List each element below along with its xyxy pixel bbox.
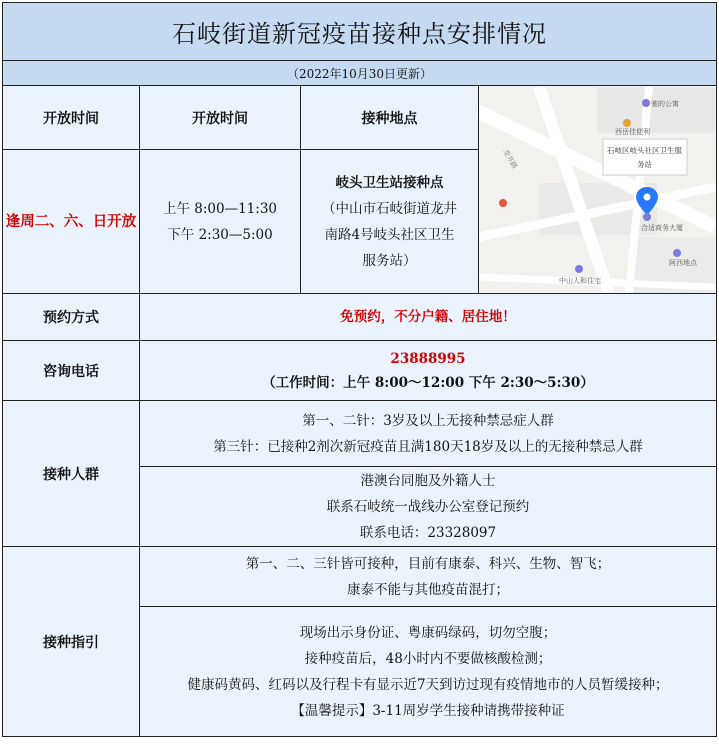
open-days-value: 逢周二、六、日开放 (3, 150, 140, 294)
guide-vaccines (140, 547, 717, 607)
booking-label: 预约方式 (3, 294, 140, 341)
map-shop-icon (623, 119, 631, 127)
map-home-icon (575, 265, 583, 273)
open-hours-value (140, 150, 301, 294)
map-label-apartment: 驰的公寓 (651, 99, 679, 108)
map-label-clinic: 石岐区岐头社区卫生服 (607, 145, 682, 155)
location-value (301, 150, 479, 294)
site-address-2: 南路4号岐头社区卫生 (324, 226, 455, 243)
guide-line-3: 现场出示身份证、粤康码绿码，切勿空腹； (299, 624, 557, 641)
guide-line-4: 接种疫苗后，48小时内不要做核酸检测； (304, 650, 552, 667)
map-label-store: 西岳佳便利 (615, 127, 650, 136)
map-label-poi: 阿西地点 (669, 258, 697, 267)
guide-label: 接种指引 (3, 547, 140, 737)
crowd-domestic (140, 401, 717, 467)
map-poi-icon (642, 99, 650, 107)
crowd-line-1: 第一、二针：3岁及以上无接种禁忌症人群 (302, 412, 554, 429)
phone-number: 23888995 (390, 350, 466, 367)
map-label-tower: 合适商务大厦 (641, 223, 683, 232)
map-red-icon (499, 199, 507, 207)
afternoon-hours: 下午 2:30—5:00 (167, 226, 273, 243)
phone-label: 咨询电话 (3, 341, 140, 401)
header-location: 接种地点 (301, 86, 479, 150)
crowd-line-5: 联系电话：23328097 (359, 524, 497, 541)
crowd-line-3: 港澳台同胞及外籍人士 (360, 472, 496, 489)
location-map[interactable] (479, 86, 717, 294)
guide-line-6: 【温馨提示】3-11周岁学生接种请携带接种证 (291, 702, 565, 719)
site-address-3: 服务站） (362, 252, 417, 269)
map-graphic (479, 87, 715, 293)
vaccination-schedule-table (2, 2, 717, 737)
site-address-1: （中山市石岐街道龙井 (322, 200, 457, 217)
map-building-icon (643, 213, 651, 221)
phone-hours: （工作时间：上午 8:00～12:00 下午 2:30～5:30） (262, 374, 594, 391)
crowd-foreign (140, 467, 717, 547)
map-label-clinic-2: 务站 (637, 159, 652, 169)
map-poi-icon-2 (673, 249, 681, 257)
guide-line-1: 第一、二、三针皆可接种，目前有康泰、科兴、生物、智飞； (245, 555, 611, 572)
booking-value: 免预约，不分户籍、居住地！ (140, 294, 717, 341)
crowd-line-2: 第三针：已接种2剂次新冠疫苗且满180天18岁及以上的无接种禁忌人群 (213, 438, 643, 455)
update-date: （2022年10月30日更新） (3, 61, 717, 86)
site-name: 岐头卫生站接种点 (335, 174, 444, 191)
header-open-hours: 开放时间 (140, 86, 301, 150)
phone-value (140, 341, 717, 401)
map-label-road: 龙井路 (501, 147, 519, 170)
morning-hours: 上午 8:00—11:30 (162, 200, 277, 217)
page-title: 石岐街道新冠疫苗接种点安排情况 (3, 3, 717, 61)
crowd-line-4: 联系石岐统一战线办公室登记预约 (326, 498, 530, 515)
crowd-label: 接种人群 (3, 401, 140, 547)
guide-line-5: 健康码黄码、红码以及行程卡有显示近7天到访过现有疫情地市的人员暂缓接种； (187, 676, 669, 693)
header-open-days: 开放时间 (3, 86, 140, 150)
guide-line-2: 康泰不能与其他疫苗混打； (347, 581, 509, 598)
guide-notes (140, 607, 717, 737)
map-label-residence: 中山人和住宅 (559, 276, 601, 285)
